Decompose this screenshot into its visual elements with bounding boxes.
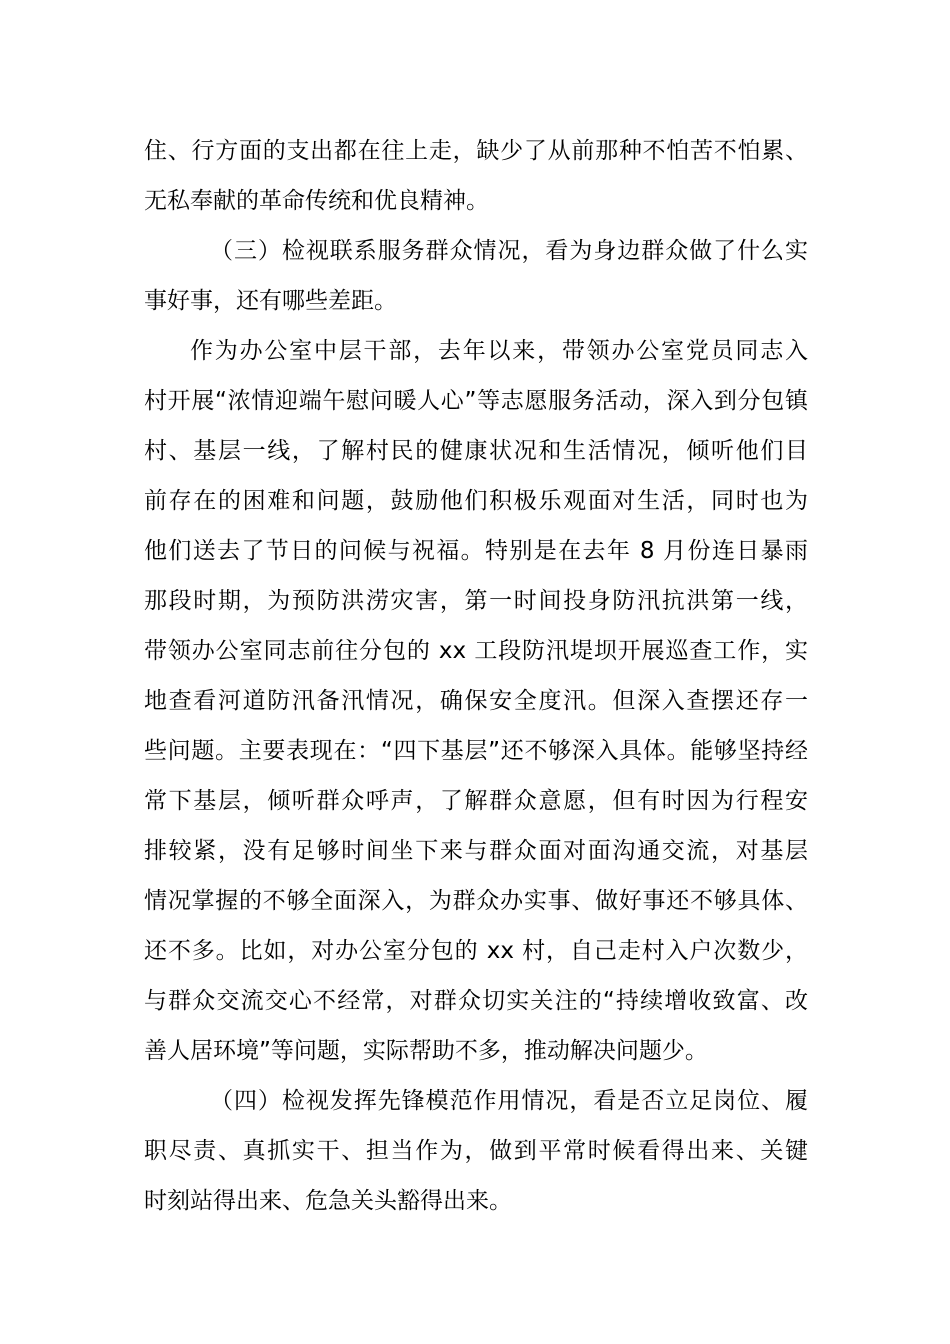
text-line: 常下基层，倾听群众呼声，了解群众意愿，但有时因为行程安 (144, 788, 808, 814)
section-heading-4 (144, 1076, 808, 1226)
text-line: 地查看河道防汛备汛情况，确保安全度汛。但深入查摆还存一 (144, 688, 808, 714)
text-line: 那段时期，为预防洪涝灾害，第一时间投身防汛抗洪第一线， (144, 588, 808, 614)
text-line: 还不多。比如，对办公室分包的 xx 村，自己走村入户次数少， (144, 938, 808, 964)
text-line: 前存在的困难和问题，鼓励他们积极乐观面对生活，同时也为 (144, 488, 808, 514)
text-line: 些问题。主要表现在：“四下基层”还不够深入具体。能够坚持经 (144, 738, 808, 764)
text-line: 职尽责、真抓实干、担当作为，做到平常时候看得出来、关键 (144, 1138, 808, 1164)
text-line: 情况掌握的不够全面深入，为群众办实事、做好事还不够具体、 (144, 888, 808, 914)
text-line: 作为办公室中层干部，去年以来，带领办公室党员同志入 (190, 338, 808, 364)
text-line: 带领办公室同志前往分包的 xx 工段防汛堤坝开展巡查工作，实 (144, 638, 808, 664)
text-line: 村开展“浓情迎端午慰问暖人心”等志愿服务活动，深入到分包镇 (144, 388, 808, 414)
text-line: 排较紧，没有足够时间坐下来与群众面对面沟通交流，对基层 (144, 838, 808, 864)
text-line: 时刻站得出来、危急关头豁得出来。 (144, 1188, 512, 1214)
text-line: 善人居环境”等问题，实际帮助不多，推动解决问题少。 (144, 1038, 708, 1064)
text-line: （四）检视发挥先锋模范作用情况，看是否立足岗位、履 (210, 1088, 808, 1114)
paragraph-body (144, 326, 808, 1076)
text-line: 事好事，还有哪些差距。 (144, 288, 397, 314)
document-body (144, 126, 808, 1226)
text-line: 他们送去了节日的问候与祝福。特别是在去年 8 月份连日暴雨 (144, 538, 808, 564)
text-line: （三）检视联系服务群众情况，看为身边群众做了什么实 (210, 238, 808, 264)
section-heading-3 (144, 226, 808, 326)
paragraph-continuation (144, 126, 808, 226)
text-line: 住、行方面的支出都在往上走，缺少了从前那种不怕苦不怕累、 (144, 138, 808, 164)
text-line: 村、基层一线，了解村民的健康状况和生活情况，倾听他们目 (144, 438, 808, 464)
text-line: 无私奉献的革命传统和优良精神。 (144, 188, 489, 214)
text-line: 与群众交流交心不经常，对群众切实关注的“持续增收致富、改 (144, 988, 808, 1014)
